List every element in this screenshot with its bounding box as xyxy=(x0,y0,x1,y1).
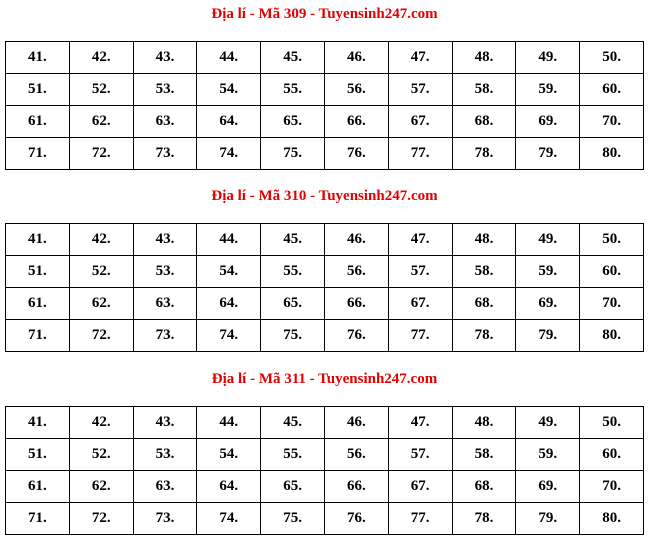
question-number-cell: 47. xyxy=(388,42,452,74)
question-number-cell: 69. xyxy=(516,288,580,320)
question-number-cell: 70. xyxy=(580,288,644,320)
question-number-cell: 55. xyxy=(261,74,325,106)
question-number-cell: 48. xyxy=(452,42,516,74)
question-number-cell: 66. xyxy=(324,471,388,503)
question-number-cell: 76. xyxy=(324,320,388,352)
question-number-cell: 50. xyxy=(580,224,644,256)
question-number-cell: 70. xyxy=(580,471,644,503)
question-number-cell: 58. xyxy=(452,439,516,471)
question-number-cell: 68. xyxy=(452,288,516,320)
question-number-cell: 79. xyxy=(516,138,580,170)
question-number-cell: 78. xyxy=(452,503,516,535)
question-number-cell: 60. xyxy=(580,256,644,288)
question-number-cell: 46. xyxy=(324,407,388,439)
question-number-cell: 79. xyxy=(516,503,580,535)
question-number-cell: 79. xyxy=(516,320,580,352)
question-number-cell: 53. xyxy=(133,74,197,106)
section-title: Địa lí - Mã 311 - Tuyensinh247.com xyxy=(211,371,438,387)
question-number-cell: 57. xyxy=(388,439,452,471)
table-row xyxy=(6,503,644,535)
question-number-cell: 55. xyxy=(261,256,325,288)
table-row xyxy=(6,224,644,256)
question-number-cell: 45. xyxy=(261,42,325,74)
table-row xyxy=(6,471,644,503)
question-number-cell: 75. xyxy=(261,320,325,352)
question-number-cell: 77. xyxy=(388,503,452,535)
question-number-cell: 62. xyxy=(69,288,133,320)
question-number-cell: 75. xyxy=(261,503,325,535)
question-number-cell: 66. xyxy=(324,106,388,138)
question-number-cell: 60. xyxy=(580,439,644,471)
question-number-cell: 53. xyxy=(133,256,197,288)
question-number-cell: 41. xyxy=(6,407,70,439)
question-number-cell: 70. xyxy=(580,106,644,138)
question-number-cell: 54. xyxy=(197,74,261,106)
question-number-cell: 61. xyxy=(6,471,70,503)
question-number-cell: 80. xyxy=(580,320,644,352)
question-number-cell: 43. xyxy=(133,407,197,439)
question-number-cell: 49. xyxy=(516,407,580,439)
question-number-cell: 55. xyxy=(261,439,325,471)
question-number-cell: 54. xyxy=(197,256,261,288)
question-number-cell: 47. xyxy=(388,224,452,256)
table-row xyxy=(6,407,644,439)
question-number-cell: 63. xyxy=(133,288,197,320)
question-number-cell: 65. xyxy=(261,471,325,503)
question-number-cell: 66. xyxy=(324,288,388,320)
question-number-cell: 49. xyxy=(516,42,580,74)
question-number-cell: 67. xyxy=(388,288,452,320)
answer-table xyxy=(5,223,644,352)
question-number-cell: 80. xyxy=(580,138,644,170)
question-number-cell: 57. xyxy=(388,256,452,288)
question-number-cell: 73. xyxy=(133,320,197,352)
question-number-cell: 73. xyxy=(133,503,197,535)
question-number-cell: 76. xyxy=(324,138,388,170)
question-number-cell: 68. xyxy=(452,471,516,503)
question-number-cell: 59. xyxy=(516,439,580,471)
question-number-cell: 74. xyxy=(197,503,261,535)
section-title: Địa lí - Mã 309 - Tuyensinh247.com xyxy=(211,6,438,22)
question-number-cell: 62. xyxy=(69,471,133,503)
question-number-cell: 46. xyxy=(324,224,388,256)
question-number-cell: 48. xyxy=(452,407,516,439)
question-number-cell: 72. xyxy=(69,503,133,535)
table-row xyxy=(6,74,644,106)
question-number-cell: 49. xyxy=(516,224,580,256)
question-number-cell: 64. xyxy=(197,106,261,138)
question-number-cell: 41. xyxy=(6,42,70,74)
question-number-cell: 52. xyxy=(69,256,133,288)
question-number-cell: 69. xyxy=(516,106,580,138)
question-number-cell: 77. xyxy=(388,138,452,170)
question-number-cell: 71. xyxy=(6,138,70,170)
question-number-cell: 41. xyxy=(6,224,70,256)
question-number-cell: 51. xyxy=(6,439,70,471)
question-number-cell: 75. xyxy=(261,138,325,170)
question-number-cell: 72. xyxy=(69,138,133,170)
question-number-cell: 74. xyxy=(197,320,261,352)
question-number-cell: 69. xyxy=(516,471,580,503)
question-number-cell: 44. xyxy=(197,407,261,439)
question-number-cell: 42. xyxy=(69,407,133,439)
question-number-cell: 43. xyxy=(133,224,197,256)
question-number-cell: 61. xyxy=(6,106,70,138)
question-number-cell: 46. xyxy=(324,42,388,74)
question-number-cell: 42. xyxy=(69,42,133,74)
table-row xyxy=(6,42,644,74)
table-row xyxy=(6,256,644,288)
question-number-cell: 56. xyxy=(324,74,388,106)
question-number-cell: 76. xyxy=(324,503,388,535)
table-row xyxy=(6,288,644,320)
question-number-cell: 44. xyxy=(197,42,261,74)
question-number-cell: 67. xyxy=(388,106,452,138)
question-number-cell: 58. xyxy=(452,256,516,288)
question-number-cell: 42. xyxy=(69,224,133,256)
question-number-cell: 61. xyxy=(6,288,70,320)
question-number-cell: 52. xyxy=(69,74,133,106)
question-number-cell: 80. xyxy=(580,503,644,535)
question-number-cell: 51. xyxy=(6,74,70,106)
answer-table xyxy=(5,41,644,170)
question-number-cell: 56. xyxy=(324,439,388,471)
question-number-cell: 65. xyxy=(261,106,325,138)
question-number-cell: 60. xyxy=(580,74,644,106)
table-row xyxy=(6,439,644,471)
question-number-cell: 64. xyxy=(197,471,261,503)
question-number-cell: 44. xyxy=(197,224,261,256)
question-number-cell: 78. xyxy=(452,138,516,170)
question-number-cell: 52. xyxy=(69,439,133,471)
question-number-cell: 72. xyxy=(69,320,133,352)
question-number-cell: 63. xyxy=(133,106,197,138)
question-number-cell: 64. xyxy=(197,288,261,320)
question-number-cell: 45. xyxy=(261,407,325,439)
answer-table xyxy=(5,406,644,535)
question-number-cell: 50. xyxy=(580,407,644,439)
question-number-cell: 43. xyxy=(133,42,197,74)
question-number-cell: 67. xyxy=(388,471,452,503)
table-row xyxy=(6,106,644,138)
question-number-cell: 57. xyxy=(388,74,452,106)
question-number-cell: 54. xyxy=(197,439,261,471)
question-number-cell: 59. xyxy=(516,256,580,288)
question-number-cell: 78. xyxy=(452,320,516,352)
question-number-cell: 56. xyxy=(324,256,388,288)
question-number-cell: 53. xyxy=(133,439,197,471)
question-number-cell: 47. xyxy=(388,407,452,439)
section-title: Địa lí - Mã 310 - Tuyensinh247.com xyxy=(211,188,438,204)
question-number-cell: 77. xyxy=(388,320,452,352)
table-row xyxy=(6,138,644,170)
question-number-cell: 71. xyxy=(6,503,70,535)
question-number-cell: 59. xyxy=(516,74,580,106)
question-number-cell: 71. xyxy=(6,320,70,352)
question-number-cell: 45. xyxy=(261,224,325,256)
question-number-cell: 62. xyxy=(69,106,133,138)
question-number-cell: 58. xyxy=(452,74,516,106)
question-number-cell: 68. xyxy=(452,106,516,138)
question-number-cell: 73. xyxy=(133,138,197,170)
question-number-cell: 51. xyxy=(6,256,70,288)
question-number-cell: 48. xyxy=(452,224,516,256)
question-number-cell: 65. xyxy=(261,288,325,320)
question-number-cell: 74. xyxy=(197,138,261,170)
table-row xyxy=(6,320,644,352)
question-number-cell: 50. xyxy=(580,42,644,74)
question-number-cell: 63. xyxy=(133,471,197,503)
